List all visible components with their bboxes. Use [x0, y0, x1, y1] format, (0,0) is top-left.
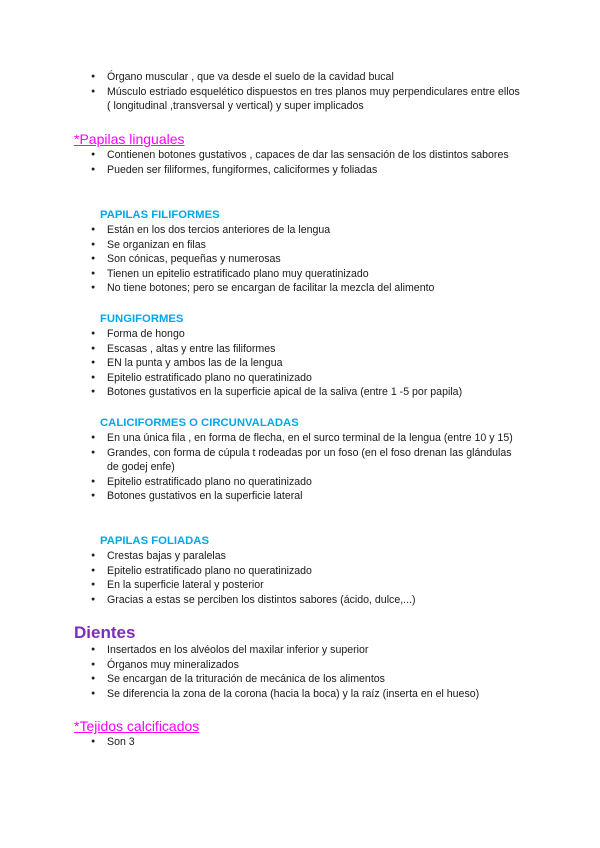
filiformes-list [74, 223, 526, 296]
fungiformes-heading: FUNGIFORMES [100, 313, 184, 325]
list-item: ● En una única fila , en forma de flecha, en el surco terminal de la lengua (entre 10 y 15) [74, 431, 526, 446]
foliadas-section [74, 533, 526, 607]
filiformes-section [74, 207, 526, 296]
list-item: ● En la superficie lateral y posterior [74, 578, 526, 593]
list-item: ● No tiene botones; pero se encargan de facilitar la mezcla del alimento [74, 281, 526, 296]
list-item: ● Órganos muy mineralizados [74, 658, 526, 673]
list-item: ● Órgano muscular , que va desde el suelo de la cavidad bucal [74, 70, 526, 85]
list-item: ● Contienen botones gustativos , capaces de dar las sensación de los distintos sabores [74, 148, 526, 163]
fungiformes-section [74, 311, 526, 400]
dientes-section [74, 622, 526, 701]
list-item: ● Grandes, con forma de cúpula t rodeadas por un foso (en el foso drenan las glándulas de godej enfe) [74, 446, 526, 475]
list-item: ● Están en los dos tercios anteriores de la lengua [74, 223, 526, 238]
list-item: ● Forma de hongo [74, 327, 526, 342]
list-item: ● Son 3 [74, 735, 526, 750]
list-item: ● Botones gustativos en la superficie lateral [74, 489, 526, 504]
papilas-linguales-section [74, 130, 526, 177]
list-item: ● Insertados en los alvéolos del maxilar inferior y superior [74, 643, 526, 658]
list-item: ● EN la punta y ambos las de la lengua [74, 356, 526, 371]
list-item: ● Epitelio estratificado plano no queratinizado [74, 564, 526, 579]
tejidos-section [74, 717, 526, 750]
filiformes-heading: PAPILAS FILIFORMES [100, 209, 220, 221]
intro-list [74, 70, 526, 114]
foliadas-heading: PAPILAS FOLIADAS [100, 535, 209, 547]
dientes-list [74, 643, 526, 701]
list-item: ● Tienen un epitelio estratificado plano muy queratinizado [74, 267, 526, 282]
intro-section [74, 70, 526, 114]
caliciformes-section [74, 415, 526, 504]
list-item: ● Epitelio estratificado plano no queratinizado [74, 475, 526, 490]
tejidos-heading: *Tejidos calcificados [74, 718, 200, 734]
fungiformes-list [74, 327, 526, 400]
list-item: ● Son cónicas, pequeñas y numerosas [74, 252, 526, 267]
list-item: ● Epitelio estratificado plano no queratinizado [74, 371, 526, 386]
caliciformes-heading: CALICIFORMES O CIRCUNVALADAS [100, 417, 299, 429]
caliciformes-list [74, 431, 526, 504]
papilas-linguales-heading: *Papilas linguales [74, 131, 185, 147]
foliadas-list [74, 549, 526, 607]
dientes-heading: Dientes [74, 623, 136, 642]
list-item: ● Pueden ser filiformes, fungiformes, caliciformes y foliadas [74, 163, 526, 178]
list-item: ● Se diferencia la zona de la corona (hacia la boca) y la raíz (inserta en el hueso) [74, 687, 526, 702]
tejidos-list [74, 735, 526, 750]
list-item: ● Se organizan en filas [74, 238, 526, 253]
list-item: ● Crestas bajas y paralelas [74, 549, 526, 564]
list-item: ● Músculo estriado esquelético dispuestos en tres planos muy perpendiculares entre ellos ( longitudinal ,transversal y vertical) y super implicados [74, 85, 526, 114]
papilas-linguales-list [74, 148, 526, 177]
list-item: ● Se encargan de la trituración de mecánica de los alimentos [74, 672, 526, 687]
list-item: ● Gracias a estas se perciben los distintos sabores (ácido, dulce,...) [74, 593, 526, 608]
list-item: ● Escasas , altas y entre las filiformes [74, 342, 526, 357]
list-item: ● Botones gustativos en la superficie apical de la saliva (entre 1 -5 por papila) [74, 385, 526, 400]
